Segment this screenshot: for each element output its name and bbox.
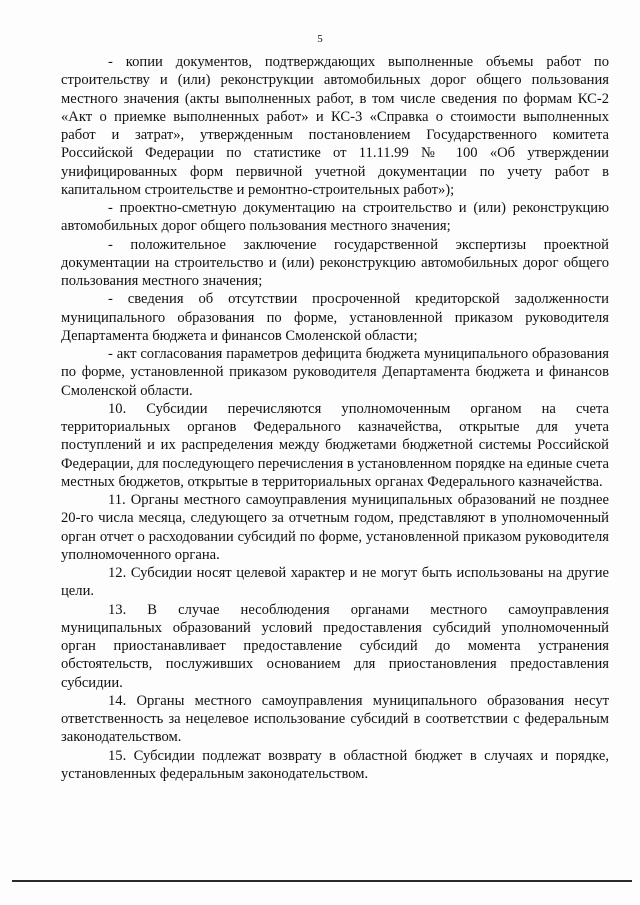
bottom-divider — [12, 880, 632, 882]
paragraph-item-15: 15. Субсидии подлежат возврату в областной бюджет в случаях и порядке, установленных федеральным законодательством. — [61, 747, 609, 782]
paragraph-item-11: 11. Органы местного самоуправления муниципальных образований не позднее 20-го числа месяца, следующего за отчетным годом, представляют в уполномоченный орган отчет о расходовании субсидий по форме, установленной приказом руководителя уполномоченного органа. — [61, 492, 609, 563]
paragraph-documents-copies: - копии документов, подтверждающих выполненные объемы работ по строительству и (или) реконструкции автомобильных дорог общего пользования местного значения (акты выполненных работ, в том числе сведения по формам КС-2 «Акт о приемке выполненных работ» и КС-3 «Справка о стоимости выполненных работ и затрат», утвержденным постановлением Государственного комитета Российской Федерации по статистике от 11.11.99 № 100 «Об утверждении унифицированных форм первичной учетной документации по учету работ в капитальном строительстве и ремонтно-строительных работ»); — [61, 54, 609, 198]
paragraph-no-overdue-debt: - сведения об отсутствии просроченной кредиторской задолженности муниципального образования по форме, установленной приказом руководителя Департамента бюджета и финансов Смоленской области; — [61, 291, 609, 344]
document-body — [61, 53, 609, 783]
page-number: 5 — [317, 33, 323, 45]
paragraph-item-10: 10. Субсидии перечисляются уполномоченным органом на счета территориальных органов Федерального казначейства, открытые для учета поступлений и их распределения между бюджетами бюджетной системы Российской Федерации, для последующего перечисления в установленном порядке на единые счета местных бюджетов, открытые в территориальных органах Федерального казначейства. — [61, 400, 609, 490]
paragraph-expert-conclusion: - положительное заключение государственной экспертизы проектной документации на строительство и (или) реконструкцию автомобильных дорог общего пользования местного значения; — [61, 236, 609, 289]
paragraph-item-13: 13. В случае несоблюдения органами местного самоуправления муниципальных образований условий предоставления субсидий уполномоченный орган приостанавливает предоставление субсидий до момента устранения обстоятельств, послуживших основанием для приостановления предоставления субсидии. — [61, 601, 609, 691]
paragraph-item-12: 12. Субсидии носят целевой характер и не могут быть использованы на другие цели. — [61, 565, 609, 600]
paragraph-item-14: 14. Органы местного самоуправления муниципального образования несут ответственность за нецелевое использование субсидий в соответствии с федеральным законодательством. — [61, 692, 609, 746]
paragraph-design-estimate: - проектно-сметную документацию на строительство и (или) реконструкцию автомобильных дорог общего пользования местного значения; — [61, 200, 609, 235]
paragraph-deficit-approval: - акт согласования параметров дефицита бюджета муниципального образования по форме, установленной приказом руководителя Департамента бюджета и финансов Смоленской области. — [61, 346, 609, 399]
